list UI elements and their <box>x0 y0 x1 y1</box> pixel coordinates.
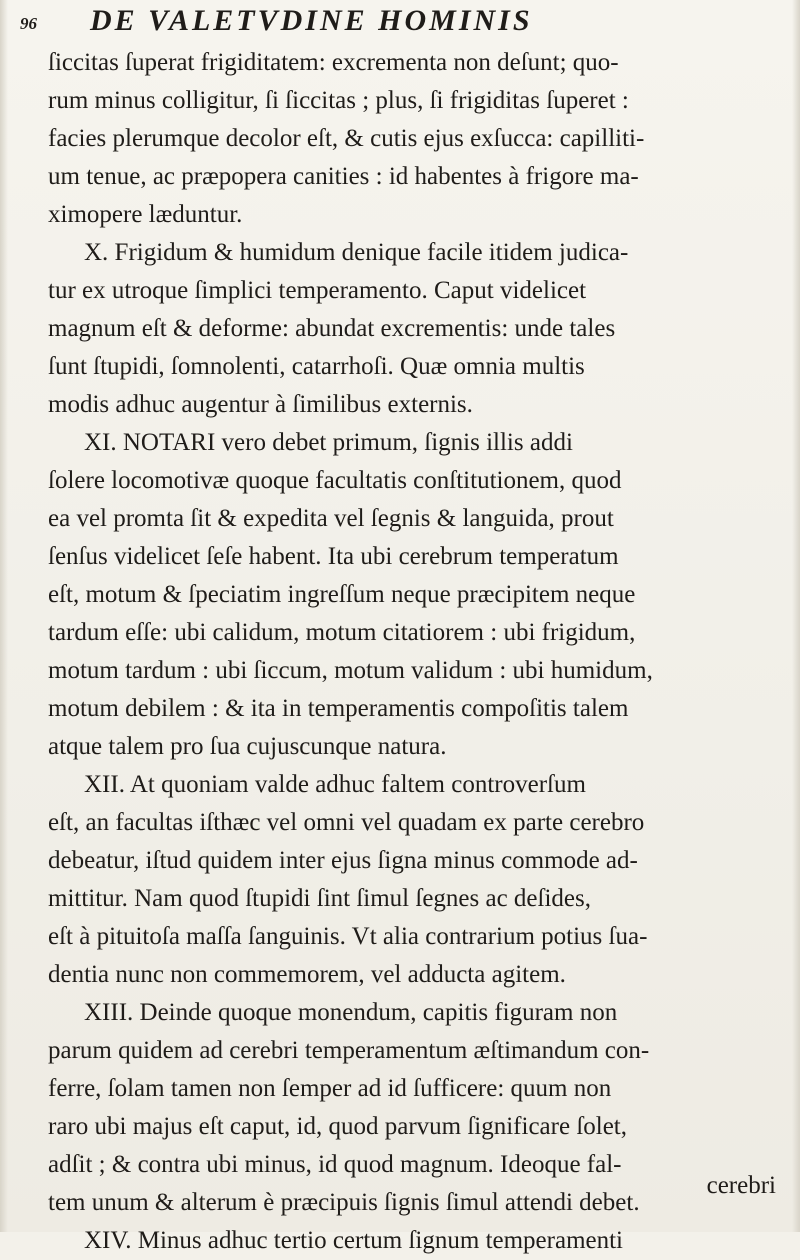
paragraph-xiii-start: XIII. Deinde quoque monendum, capitis figuram non <box>84 999 618 1026</box>
text-line: dentia nunc non commemorem, vel adducta agitem. <box>48 961 566 988</box>
text-line: eſt à pituitoſa maſſa ſanguinis. Vt alia contrarium potius ſua- <box>48 923 648 950</box>
text-line: raro ubi majus eſt caput, id, quod parvum ſignificare ſolet, <box>48 1113 628 1140</box>
catchword: cerebri <box>706 1172 776 1199</box>
text-line: ferre, ſolam tamen non ſemper ad id ſufficere: quum non <box>48 1075 612 1102</box>
text-line: ximopere læduntur. <box>48 201 243 228</box>
text-line: facies plerumque decolor eſt, & cutis ejus exſucca: capilliti- <box>48 125 645 152</box>
paragraph-xii-start: XII. At quoniam valde adhuc faltem controverſum <box>84 771 586 798</box>
text-line: um tenue, ac præpopera canities : id habentes à frigore ma- <box>48 163 639 190</box>
text-line: tardum eſſe: ubi calidum, motum citatiorem : ubi frigidum, <box>48 619 636 646</box>
paragraph-x-start: X. Frigidum & humidum denique facile itidem judica- <box>84 239 629 266</box>
text-line: ſenſus videlicet ſeſe habent. Ita ubi cerebrum temperatum <box>48 543 619 570</box>
text-line: tur ex utroque ſimplici temperamento. Caput videlicet <box>48 277 587 304</box>
text-line: ſolere locomotivæ quoque facultatis conſtitutionem, quod <box>48 467 622 494</box>
text-line: magnum eſt & deforme: abundat excrementis: unde tales <box>48 315 616 342</box>
text-line: debeatur, iſtud quidem inter ejus ſigna minus commode ad- <box>48 847 638 874</box>
text-line: parum quidem ad cerebri temperamentum æſtimandum con- <box>48 1037 650 1064</box>
page-edge-left <box>0 0 8 1232</box>
text-line: motum tardum : ubi ſiccum, motum validum : ubi humidum, <box>48 657 653 684</box>
text-line: ſunt ſtupidi, ſomnolenti, catarrhoſi. Quæ omnia multis <box>48 353 585 380</box>
text-line: ea vel promta ſit & expedita vel ſegnis & languida, prout <box>48 505 614 532</box>
text-line: modis adhuc augentur à ſimilibus externis. <box>48 391 473 418</box>
text-line: eſt, an facultas iſthæc vel omni vel quadam ex parte cerebro <box>48 809 645 836</box>
running-head <box>20 4 800 44</box>
page-edge-right <box>792 0 800 1232</box>
text-line: eſt, motum & ſpeciatim ingreſſum neque præcipitem neque <box>48 581 636 608</box>
text-line: ſiccitas ſuperat frigiditatem: excrementa non deſunt; quo- <box>48 49 619 76</box>
text-line: motum debilem : & ita in temperamentis compoſitis talem <box>48 695 629 722</box>
text-line: tem unum & alterum è præcipuis ſignis ſimul attendi debet. <box>48 1189 640 1216</box>
text-line: mittitur. Nam quod ſtupidi ſint ſimul ſegnes ac deſides, <box>48 885 591 912</box>
page-number: 96 <box>20 14 37 33</box>
paragraph-xiv-start: XIV. Minus adhuc tertio certum ſignum temperamenti <box>84 1227 624 1254</box>
running-title: DE VALETVDINE HOMINIS <box>90 4 533 37</box>
text-line: atque talem pro ſua cujuscunque natura. <box>48 733 447 760</box>
paragraph-xi-start: XI. NOTARI vero debet primum, ſignis illis addi <box>84 429 573 456</box>
body-text <box>48 44 784 1260</box>
text-line: rum minus colligitur, ſi ſiccitas ; plus, ſi frigiditas ſuperet : <box>48 87 629 114</box>
text-line: adſit ; & contra ubi minus, id quod magnum. Ideoque fal- <box>48 1151 622 1178</box>
